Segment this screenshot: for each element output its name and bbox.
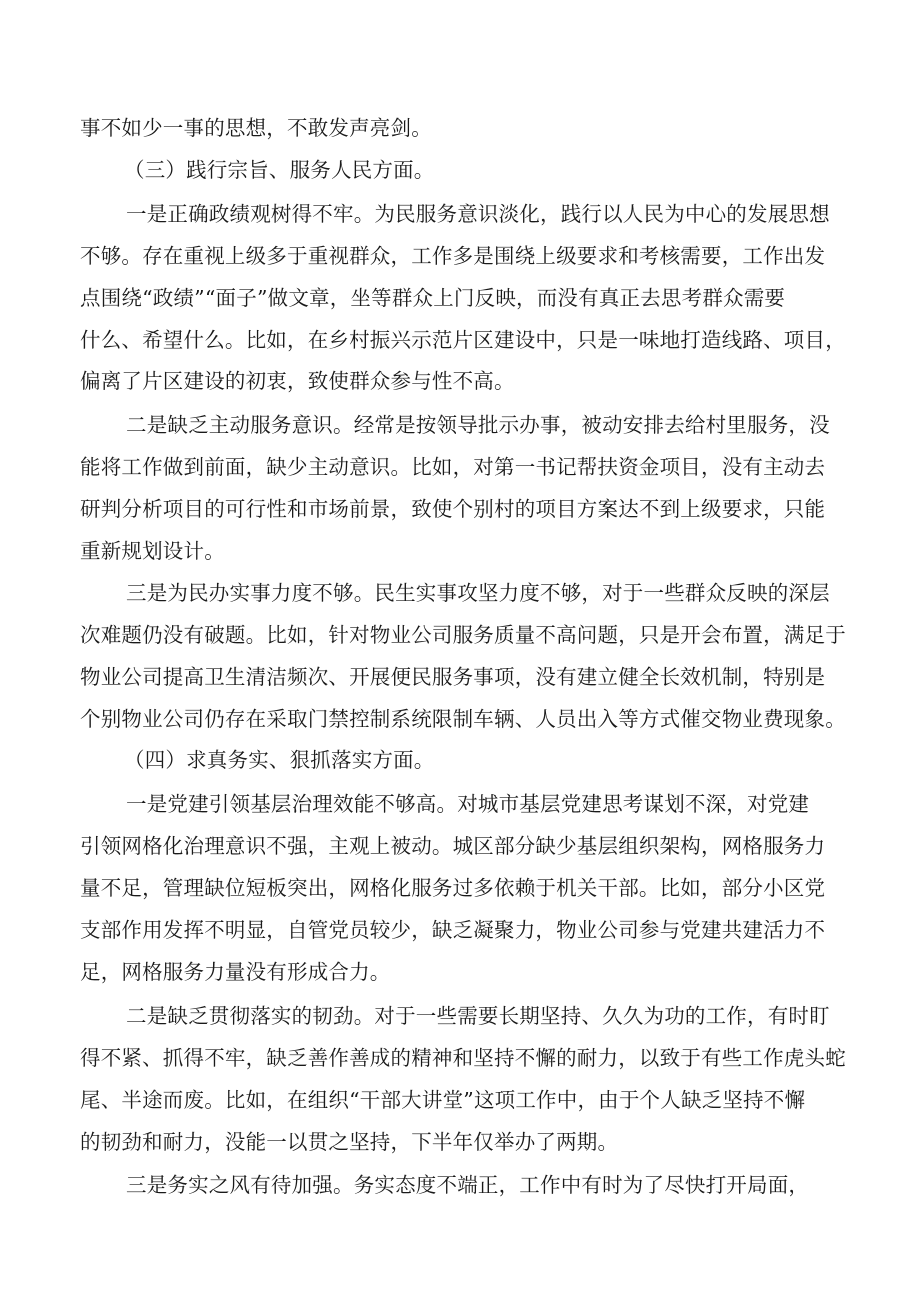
text-line: 不够。存在重视上级多于重视群众，工作多是围绕上级要求和考核需要，工作出发 [80, 244, 826, 268]
text-line: 物业公司提高卫生清洁频次、开展便民服务事项，没有建立健全长效机制，特别是 [80, 665, 826, 689]
paragraph-start-line: 二是缺乏贯彻落实的韧劲。对于一些需要长期坚持、久久为功的工作，有时盯 [126, 1004, 830, 1028]
paragraph-start-line: 一是党建引领基层治理效能不够高。对城市基层党建思考谋划不深，对党建 [126, 792, 810, 816]
paragraph-start-line: 三是务实之风有待加强。务实态度不端正，工作中有时为了尽快打开局面， [126, 1173, 810, 1197]
text-line: 足，网格服务力量没有形成合力。 [80, 960, 391, 984]
text-line: 尾、半途而废。比如，在组织“干部大讲堂”这项工作中，由于个人缺乏坚持不懈 [80, 1088, 806, 1112]
text-line: 个别物业公司仍存在采取门禁控制系统限制车辆、人员出入等方式催交物业费现象。 [80, 707, 846, 731]
section-heading: （三）践行宗旨、服务人民方面。 [124, 158, 435, 182]
text-line: 次难题仍没有破题。比如，针对物业公司服务质量不高问题，只是开会布置，满足于 [80, 623, 846, 647]
text-line: 得不紧、抓得不牢，缺乏善作善成的精神和坚持不懈的耐力，以致于有些工作虎头蛇 [80, 1046, 846, 1070]
text-line: 能将工作做到前面，缺少主动意识。比如，对第一书记帮扶资金项目，没有主动去 [80, 455, 826, 479]
text-line: 研判分析项目的可行性和市场前景，致使个别村的项目方案达不到上级要求，只能 [80, 497, 826, 521]
section-heading: （四）求真务实、狠抓落实方面。 [124, 748, 435, 772]
text-line: 事不如少一事的思想，不敢发声亮剑。 [80, 116, 432, 140]
text-line: 引领网格化治理意识不强，主观上被动。城区部分缺少基层组织架构，网格服务力 [80, 834, 826, 858]
paragraph-start-line: 二是缺乏主动服务意识。经常是按领导批示办事，被动安排去给村里服务，没 [126, 413, 830, 437]
text-line: 点围绕“政绩”“面子”做文章，坐等群众上门反映，而没有真正去思考群众需要 [80, 286, 786, 310]
text-line: 的韧劲和耐力，没能一以贯之坚持，下半年仅举办了两期。 [80, 1130, 619, 1154]
text-line: 支部作用发挥不明显，自管党员较少，缺乏凝聚力，物业公司参与党建共建活力不 [80, 918, 826, 942]
text-line: 重新规划设计。 [80, 539, 225, 563]
paragraph-start-line: 三是为民办实事力度不够。民生实事攻坚力度不够，对于一些群众反映的深层 [126, 581, 830, 605]
paragraph-start-line: 一是正确政绩观树得不牢。为民服务意识淡化，践行以人民为中心的发展思想 [126, 202, 830, 226]
text-line: 什么、希望什么。比如，在乡村振兴示范片区建设中，只是一味地打造线路、项目， [80, 328, 846, 352]
text-line: 偏离了片区建设的初衷，致使群众参与性不高。 [80, 369, 515, 393]
text-line: 量不足，管理缺位短板突出，网格化服务过多依赖于机关干部。比如，部分小区党 [80, 876, 826, 900]
